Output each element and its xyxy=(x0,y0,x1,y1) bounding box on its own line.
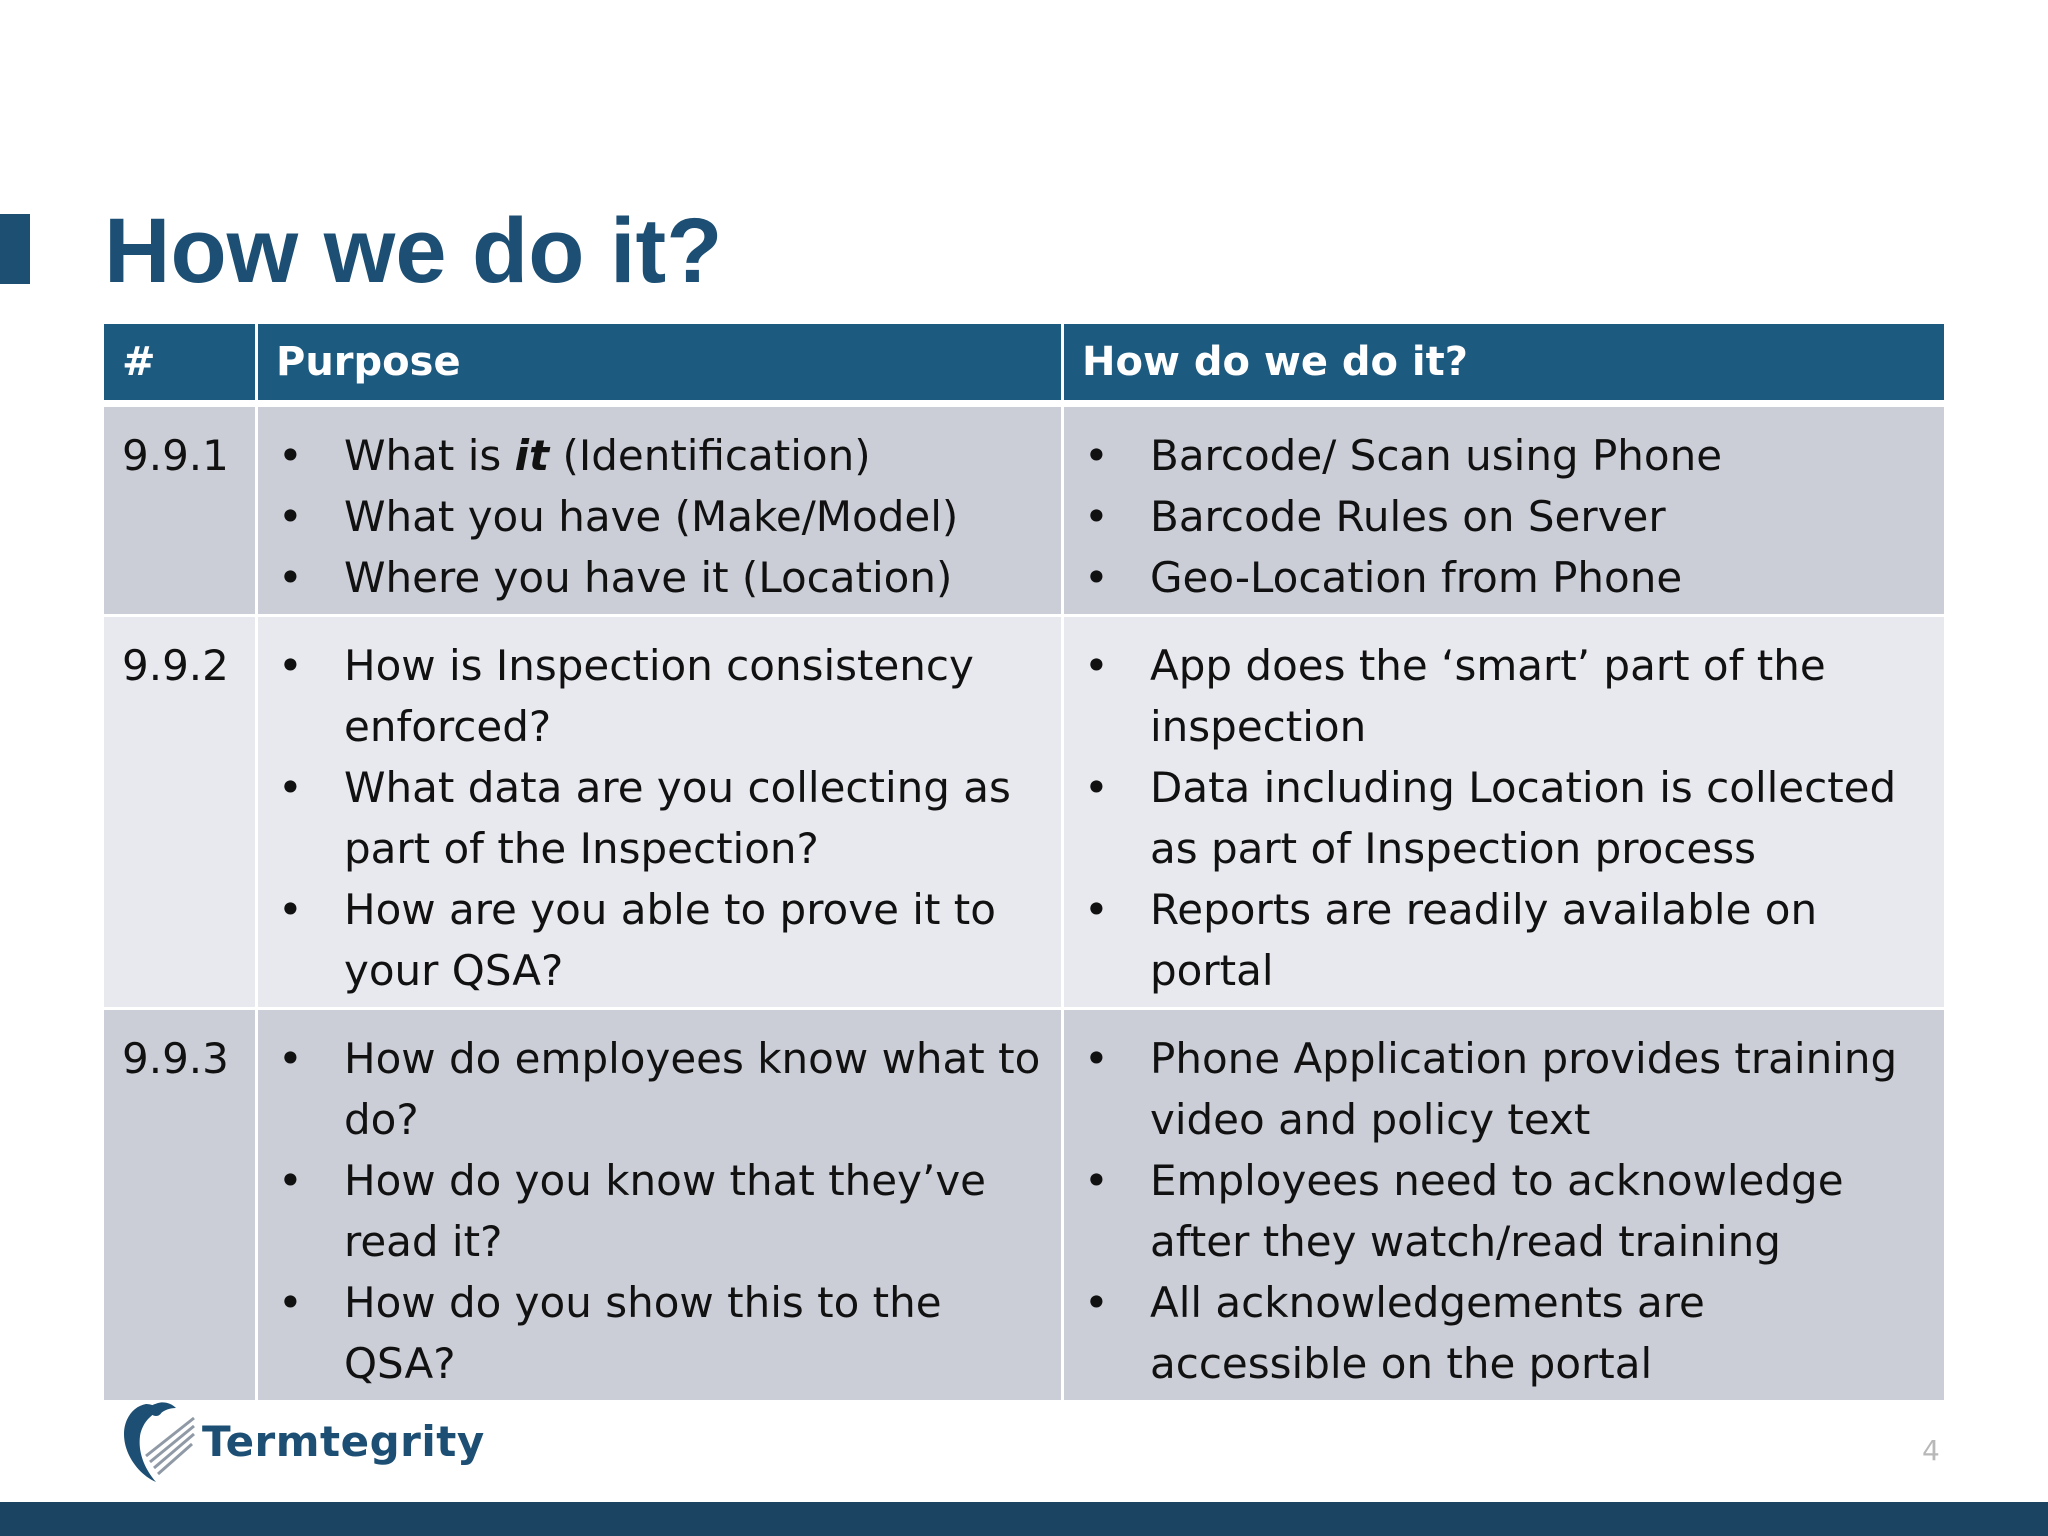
page-number: 4 xyxy=(1922,1434,1940,1467)
purpose-cell xyxy=(258,407,1064,617)
purpose-cell xyxy=(258,1010,1064,1403)
how-item: • Barcode/ Scan using Phone xyxy=(1084,425,1928,486)
table-row xyxy=(104,617,1944,1010)
header-purpose: Purpose xyxy=(258,324,1064,407)
footer-bar xyxy=(0,1502,2048,1536)
how-item: • Data including Location is collected as part of Inspection process xyxy=(1084,757,1928,879)
purpose-item: • How are you able to prove it to your QSA? xyxy=(278,879,1045,1001)
how-item: • Employees need to acknowledge after they watch/read training xyxy=(1084,1150,1928,1272)
company-logo xyxy=(116,1396,485,1486)
purpose-item: • What is it (Identification) xyxy=(278,425,1045,486)
how-item: • Barcode Rules on Server xyxy=(1084,486,1928,547)
how-item: • Reports are readily available on portal xyxy=(1084,879,1928,1001)
title-accent-bar xyxy=(0,214,30,284)
page-title: How we do it? xyxy=(104,200,723,302)
logo-text: Termtegrity xyxy=(202,1416,485,1466)
purpose-item: • How do employees know what to do? xyxy=(278,1028,1045,1150)
row-number: 9.9.1 xyxy=(104,407,258,617)
table-row xyxy=(104,407,1944,617)
how-item: • All acknowledgements are accessible on the portal xyxy=(1084,1272,1928,1394)
table-row xyxy=(104,1010,1944,1403)
bird-logo-icon xyxy=(116,1396,196,1486)
purpose-item: • What data are you collecting as part of the Inspection? xyxy=(278,757,1045,879)
how-cell xyxy=(1064,1010,1944,1403)
table-header-row xyxy=(104,324,1944,407)
purpose-item: • What you have (Make/Model) xyxy=(278,486,1045,547)
how-cell xyxy=(1064,617,1944,1010)
purpose-item: • How do you know that they’ve read it? xyxy=(278,1150,1045,1272)
row-number: 9.9.3 xyxy=(104,1010,258,1403)
requirements-table xyxy=(104,324,1944,1403)
how-cell xyxy=(1064,407,1944,617)
row-number: 9.9.2 xyxy=(104,617,258,1010)
how-item: • Geo-Location from Phone xyxy=(1084,547,1928,608)
purpose-item: • How do you show this to the QSA? xyxy=(278,1272,1045,1394)
purpose-item: • How is Inspection consistency enforced? xyxy=(278,635,1045,757)
purpose-item: • Where you have it (Location) xyxy=(278,547,1045,608)
purpose-cell xyxy=(258,617,1064,1010)
how-item: • Phone Application provides training video and policy text xyxy=(1084,1028,1928,1150)
header-number: # xyxy=(104,324,258,407)
header-how: How do we do it? xyxy=(1064,324,1944,407)
how-item: • App does the ‘smart’ part of the inspection xyxy=(1084,635,1928,757)
